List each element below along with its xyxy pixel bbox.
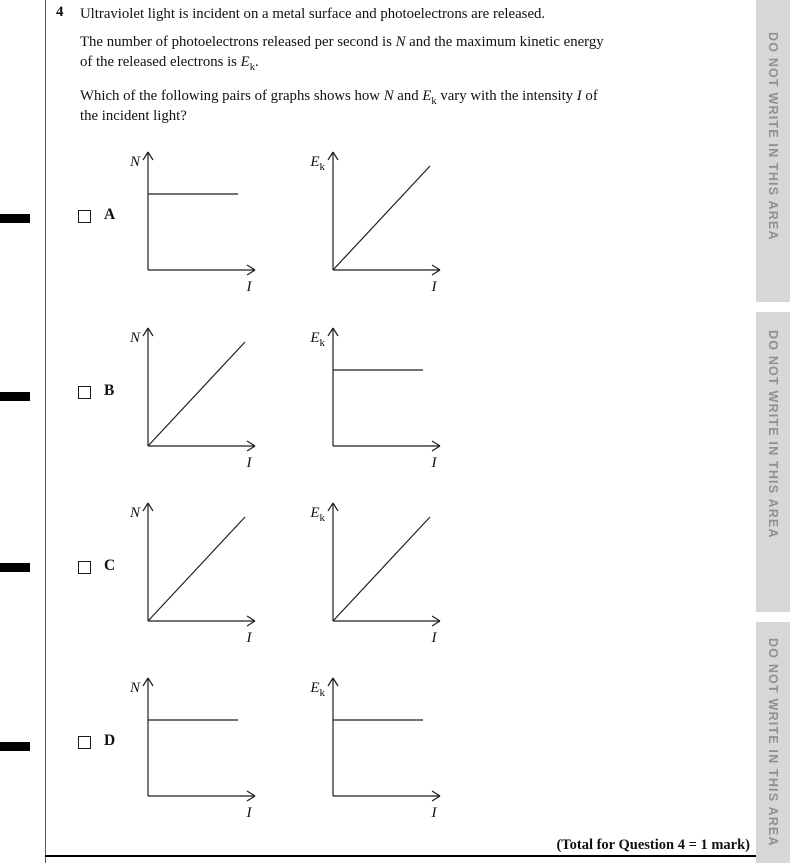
- do-not-write-text: DO NOT WRITE IN THIS AREA: [766, 32, 780, 241]
- graph-Ek-vs-I-option-B: [295, 318, 470, 470]
- svg-text:I: I: [246, 279, 252, 294]
- svg-text:N: N: [129, 680, 140, 696]
- svg-text:N: N: [129, 330, 140, 346]
- option-row-A: [60, 142, 710, 314]
- binding-mark: [0, 214, 30, 223]
- svg-text:I: I: [431, 455, 437, 470]
- question-number: 4: [56, 4, 64, 20]
- binding-mark: [0, 563, 30, 572]
- graph-N-vs-I-option-B: [110, 318, 285, 470]
- do-not-write-strip: [756, 312, 790, 612]
- question-statement: The number of photoelectrons released per second is N and the maximum kinetic energy of the released electrons is $E_k$.: [80, 34, 604, 73]
- graph-Ek-vs-I-option-C: [295, 493, 470, 645]
- option-letter-D: D: [104, 732, 116, 749]
- option-row-C: [60, 493, 710, 665]
- question-total-marks: (Total for Question 4 = 1 mark): [556, 837, 750, 853]
- option-row-B: [60, 318, 710, 490]
- svg-text:Ek: $E_k$: [310, 330, 325, 349]
- do-not-write-strip: [756, 622, 790, 863]
- binding-mark: [0, 742, 30, 751]
- graph-N-vs-I-option-A: [110, 142, 285, 294]
- answer-checkbox-C[interactable]: [78, 561, 91, 574]
- svg-text:N: N: [129, 154, 140, 170]
- option-letter-C: C: [104, 557, 116, 574]
- svg-text:Ek: $E_k$: [310, 680, 325, 699]
- question-intro: Ultraviolet light is incident on a metal surface and photoelectrons are released.: [80, 6, 546, 22]
- graph-Ek-vs-I-option-D: [295, 668, 470, 820]
- svg-text:N: N: [129, 505, 140, 521]
- answer-checkbox-D[interactable]: [78, 736, 91, 749]
- option-letter-B: B: [104, 382, 115, 399]
- do-not-write-strip: [756, 0, 790, 302]
- option-row-D: [60, 668, 710, 840]
- do-not-write-text: DO NOT WRITE IN THIS AREA: [766, 638, 780, 847]
- answer-checkbox-B[interactable]: [78, 386, 91, 399]
- margin-rule: [45, 0, 46, 863]
- graph-N-vs-I-option-C: [110, 493, 285, 645]
- svg-text:I: I: [246, 455, 252, 470]
- svg-text:I: I: [431, 630, 437, 645]
- graph-N-vs-I-option-D: [110, 668, 285, 820]
- question-prompt: Which of the following pairs of graphs shows how N and $E_k$ vary with the intensity I of the incident light?: [80, 88, 598, 124]
- binding-mark: [0, 392, 30, 401]
- svg-text:Ek: $E_k$: [310, 154, 325, 173]
- option-letter-A: A: [104, 206, 116, 223]
- svg-text:I: I: [246, 630, 252, 645]
- page-bottom-rule: [45, 855, 756, 857]
- svg-text:I: I: [246, 805, 252, 820]
- svg-text:I: I: [431, 279, 437, 294]
- graph-Ek-vs-I-option-A: [295, 142, 470, 294]
- do-not-write-text: DO NOT WRITE IN THIS AREA: [766, 330, 780, 539]
- svg-text:Ek: $E_k$: [310, 505, 325, 524]
- answer-checkbox-A[interactable]: [78, 210, 91, 223]
- svg-text:I: I: [431, 805, 437, 820]
